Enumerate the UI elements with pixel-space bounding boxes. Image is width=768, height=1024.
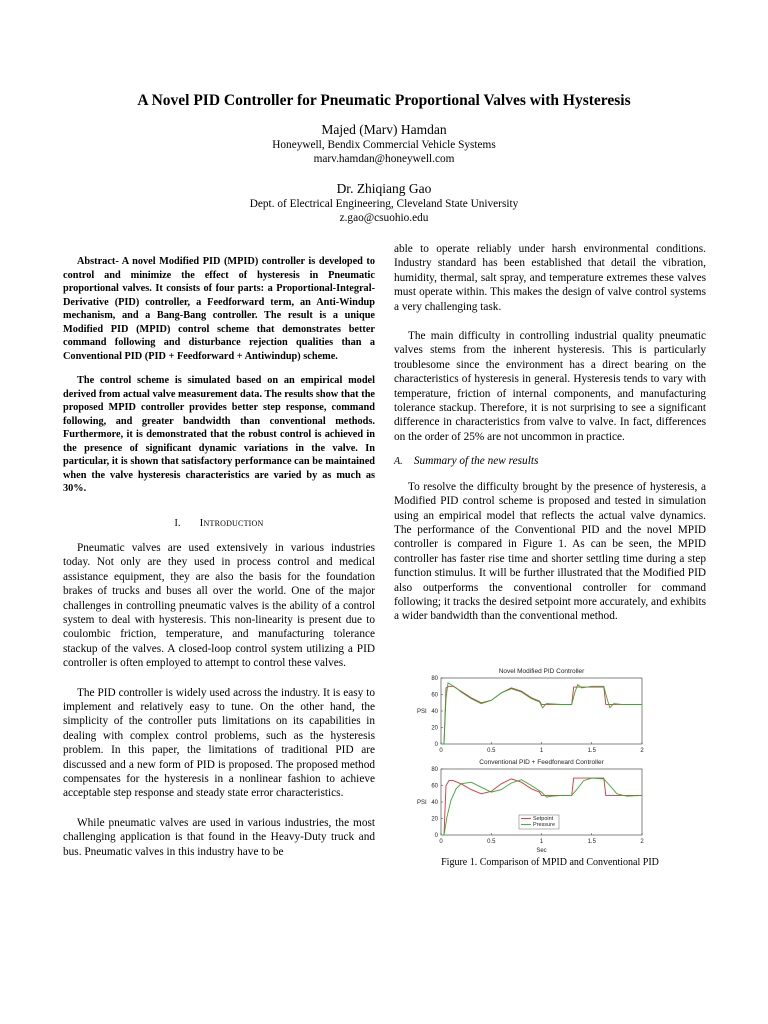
x-axis-label: Sec	[536, 848, 547, 854]
right-paragraph-3: To resolve the difficulty brought by the presence of hysteresis, a Modified PID control scheme is proposed and tested in simulation using an empirical model that reflects the actual valve dynamics. The performance of the Conventional PID and the novel MPID controller is compared in Figure 1. As can be seen, the MPID controller has faster rise time and shorter settling time during a step function stimulus. It will be further illustrated that the Modified PID also outperforms the conventional controller for command following; it tracks the desired setpoint more accurately, and exhibits a wider bandwidth than the conventional method.	[394, 480, 706, 623]
author-2: Dr. Zhiqiang Gao	[336, 181, 432, 196]
intro-paragraph-2: The PID controller is widely used across the industry. It is easy to implement and relatively easy to tune. On the other hand, the simplicity of the controller puts limitations on its capabilities in dealing with complex control problems, such as the hysteresis problem. In this paper, the limitations of traditional PID are discussed and a new form of PID is proposed. The proposed method compensates for the hysteresis in a nonlinear fashion to achieve acceptable step response and steady state error characteristics.	[63, 686, 375, 800]
paper-title: A Novel PID Controller for Pneumatic Proportional Valves with Hysteresis	[137, 92, 631, 109]
legend-label-setpoint: Setpoint	[533, 816, 554, 822]
subsection-title: Summary of the new results	[413, 455, 539, 468]
y-tick-label: 80	[431, 676, 438, 682]
left-column	[63, 255, 375, 859]
abstract-paragraph-2: The control scheme is simulated based on an empirical model derived from actual valve measurement data. The results show that the proposed MPID controller provides better step response, command following, and greater bandwidth than conventional methods. Furthermore, it is demonstrated that the robust control is achieved in the presence of significant dynamic variations in the valve. In particular, it is shown that satisfactory performance can be maintained when the valve hysteresis characteristics are varied by as much as 30%.	[63, 375, 375, 494]
chart-conventional-pid	[417, 759, 644, 854]
chart-mpid	[417, 668, 644, 754]
x-tick-label: 1	[539, 748, 544, 754]
x-tick-label: 1.5	[587, 748, 596, 754]
abstract-paragraph-1: Abstract- A novel Modified PID (MPID) controller is developed to control and minimize the effect of hysteresis in Pneumatic proportional valves. It consists of four parts: a Proportional-Integral-Derivative (PID) controller, a Feedforward term, an Anti-Windup mechanism, and a Bang-Bang controller. The result is a unique Modified PID (MPID) control scheme that demonstrates better command following and disturbance rejection qualities than a Conventional PID (PID + Feedforward + Antiwindup) scheme.	[63, 256, 375, 362]
author-1: Majed (Marv) Hamdan	[321, 122, 447, 137]
y-tick-label: 40	[431, 800, 438, 806]
y-tick-label: 0	[434, 833, 438, 839]
email-2: z.gao@csuohio.edu	[339, 212, 429, 224]
figure-caption: Figure 1. Comparison of MPID and Conventional PID	[441, 857, 659, 868]
chart-title: Conventional PID + Feedforward Controller	[479, 759, 604, 766]
right-column	[394, 242, 706, 624]
plot-frame	[441, 678, 642, 744]
right-paragraph-1: able to operate reliably under harsh environmental conditions. Industry standard has been established that detail the vibration, humidity, thermal, salt spray, and temperature extremes these valves must operate within. This makes the design of valve control systems a very challenging task.	[394, 243, 706, 313]
x-tick-label: 0.5	[487, 748, 496, 754]
x-tick-label: 2	[640, 839, 644, 845]
legend-label-pressure: Pressure	[533, 822, 556, 828]
x-tick-label: 2	[640, 748, 644, 754]
x-tick-label: 0	[439, 748, 443, 754]
y-axis-label: PSI	[417, 709, 427, 715]
series-line-pressure	[441, 683, 642, 744]
section-title: Introduction	[199, 516, 264, 529]
intro-paragraph-3: While pneumatic valves are used in various industries, the most challenging application is that found in the Heavy-Duty truck and bus. Pneumatic valves in this industry have to be	[63, 816, 375, 858]
y-tick-label: 40	[431, 709, 438, 715]
x-tick-label: 0.5	[487, 839, 496, 845]
y-tick-label: 60	[431, 783, 438, 790]
y-tick-label: 0	[434, 742, 438, 748]
y-axis-label: PSI	[417, 800, 427, 806]
affiliation-2: Dept. of Electrical Engineering, Cleveland State University	[249, 198, 519, 210]
y-tick-label: 20	[431, 725, 438, 732]
affiliation-1: Honeywell, Bendix Commercial Vehicle Systems	[272, 139, 496, 151]
right-paragraph-2: The main difficulty in controlling industrial quality pneumatic valves stems from the inherent hysteresis. This is particularly troublesome since the environment has a direct bearing on the characteristics of hysteresis in general. Hysteresis tends to vary with temperature, friction of internal components, and manufacturing tolerance stackup. Therefore, it is not surprising to see a significant difference in characteristics from valve to valve. In fact, differences on the order of 25% are not uncommon in practice.	[394, 330, 706, 443]
series-line-setpoint	[441, 686, 642, 744]
section-number: I.	[174, 517, 181, 529]
y-tick-label: 80	[431, 767, 438, 773]
email-1: marv.hamdan@honeywell.com	[313, 153, 455, 165]
intro-paragraph-1: Pneumatic valves are used extensively in various industries today. Not only are they used in process control and medical assistance equipment, they are also the basis for the foundation brakes of trucks and buses all over the world. One of the major challenges in controlling pneumatic valves is the ability of a control system to deal with hysteresis. This non-linearity is present due to coulombic friction, temperature, and manufacturing tolerance stackup of the valves. A closed-loop control system utilizing a PID controller is often employed to attempt to control these valves.	[63, 541, 375, 670]
figure-1	[394, 662, 706, 854]
subsection-heading	[394, 454, 706, 469]
subsection-number: A.	[394, 456, 403, 468]
x-tick-label: 1	[539, 839, 544, 845]
y-tick-label: 60	[431, 692, 438, 699]
section-heading-introduction	[63, 516, 375, 531]
y-tick-label: 20	[431, 816, 438, 823]
chart-title: Novel Modified PID Controller	[498, 668, 585, 675]
x-tick-label: 0	[439, 839, 443, 845]
x-tick-label: 1.5	[587, 839, 596, 845]
